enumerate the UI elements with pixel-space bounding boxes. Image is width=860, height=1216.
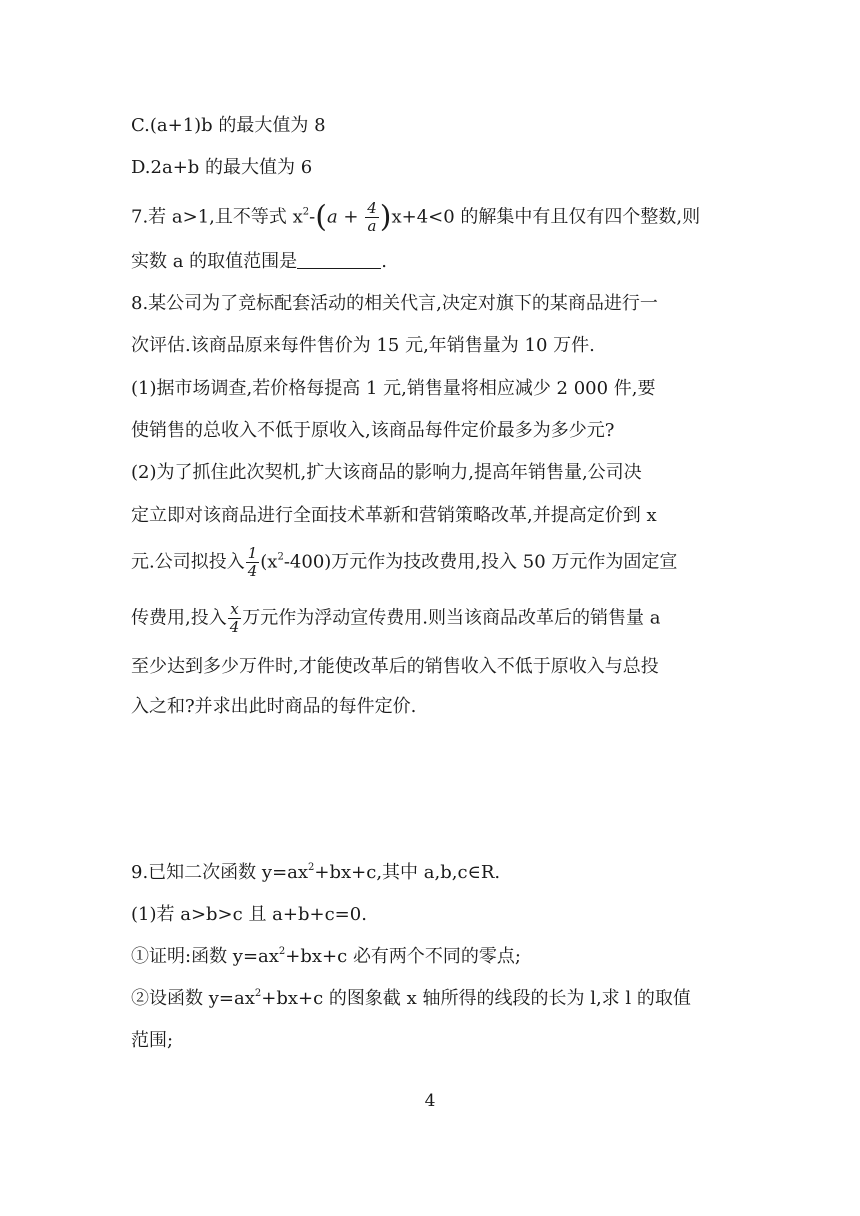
question-8-line-9: 至少达到多少万件时,才能使改革后的销售收入不低于原收入与总投 <box>131 656 659 677</box>
question-8-line-8: 传费用,投入 $\frac{x}{4}$ 万元作为浮动宣传费用.则当该商品改革后的销售量 a <box>131 600 661 636</box>
fraction-x-over-4: $\frac{x}{4}$ <box>229 600 240 636</box>
question-7-line-1: 7.若 a>1,且不等式 $x^2-(a$ + $\frac{4}{a}$ )x+4<0 的解集中有且仅有四个整数,则 <box>131 199 701 235</box>
fraction-1-over-4: $\frac{1}{4}$ <box>247 544 258 580</box>
option-d: D.2a+b 的最大值为 6 <box>131 157 313 178</box>
question-8-line-10: 入之和?并求出此时商品的每件定价. <box>131 696 417 717</box>
question-9-line-4: ②设函数 $y=ax^2+bx+c$ 的图象截 x 轴所得的线段的长为 l,求 l 的取值 <box>131 988 691 1009</box>
question-7-line-2: 实数 a 的取值范围是 . <box>131 251 387 272</box>
left-paren: ( <box>315 199 327 235</box>
page-number: 4 <box>424 1091 436 1111</box>
question-8-line-1: 8.某公司为了竞标配套活动的相关代言,决定对旗下的某商品进行一 <box>131 293 658 314</box>
question-8-line-4: 使销售的总收入不低于原收入,该商品每件定价最多为多少元? <box>131 420 615 441</box>
right-paren: ) <box>379 199 392 235</box>
question-9-line-3: ①证明:函数 $y=ax^2+bx+c$ 必有两个不同的零点; <box>131 946 522 967</box>
question-9-line-1: 9.已知二次函数 $y=ax^2+bx+c$,其中 a,b,c∈R. <box>131 862 501 883</box>
question-9-line-2: (1)若 a>b>c 且 a+b+c=0. <box>131 904 367 925</box>
question-8-line-3: (1)据市场调查,若价格每提高 1 元,销售量将相应减少 2 000 件,要 <box>131 378 656 399</box>
option-c: C.(a+1)b 的最大值为 8 <box>131 115 326 136</box>
answer-blank[interactable] <box>297 250 381 269</box>
question-9-line-5: 范围; <box>131 1030 174 1051</box>
fraction-4-over-a: $\frac{4}{a}$ <box>367 199 377 235</box>
question-8-line-2: 次评估.该商品原来每件售价为 15 元,年销售量为 10 万件. <box>131 335 595 356</box>
question-8-line-6: 定立即对该商品进行全面技术革新和营销策略改革,并提高定价到 x <box>131 505 657 526</box>
question-8-line-7: 元.公司拟投入 $\frac{1}{4}$ $(x^2-400)$万元作为技改费用,投入 50 万元作为固定宣 <box>131 544 678 580</box>
question-8-line-5: (2)为了抓住此次契机,扩大该商品的影响力,提高年销售量,公司决 <box>131 462 642 483</box>
